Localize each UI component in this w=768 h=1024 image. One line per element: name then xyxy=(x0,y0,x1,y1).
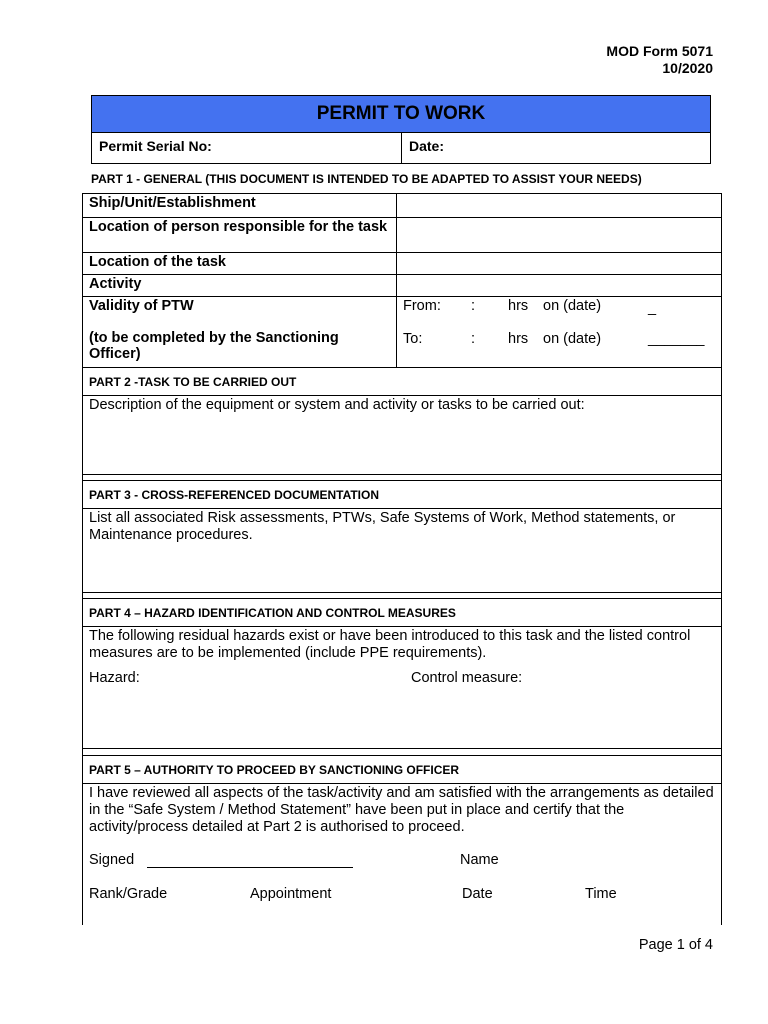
from-on-date: on (date) xyxy=(543,298,602,314)
appointment-label: Appointment xyxy=(250,886,332,902)
form-name: MOD Form 5071 xyxy=(606,43,713,59)
activity-field[interactable] xyxy=(397,275,721,296)
part3-section xyxy=(82,480,722,593)
from-label: From: xyxy=(403,298,441,314)
rank-grade-label: Rank/Grade xyxy=(89,886,168,902)
page-number: Page 1 of 4 xyxy=(638,937,713,953)
row-ship xyxy=(83,194,721,218)
part3-heading: PART 3 - CROSS-REFERENCED DOCUMENTATION xyxy=(83,481,721,509)
control-measure-field[interactable] xyxy=(411,691,711,741)
from-colon: : xyxy=(471,298,476,314)
row-activity xyxy=(83,275,721,297)
part4-section xyxy=(82,598,722,749)
serial-row xyxy=(92,132,710,163)
part5-body: I have reviewed all aspects of the task/activity and am satisfied with the arrangements as detailed in the “Safe System / Method Statement” have been put in place and certify that the activity/process detailed at Part 2 is authorised to proceed. xyxy=(89,785,714,835)
name-label: Name xyxy=(460,852,499,868)
page-title: PERMIT TO WORK xyxy=(92,96,710,133)
hazard-field[interactable] xyxy=(89,691,389,741)
location-person-label: Location of person responsible for the task xyxy=(83,218,397,252)
signed-label: Signed xyxy=(89,852,135,868)
validity-label: Validity of PTW xyxy=(89,298,194,314)
title-box xyxy=(91,95,711,164)
date-label: Date xyxy=(462,886,493,902)
to-date-blank[interactable]: _______ xyxy=(648,331,705,347)
to-label: To: xyxy=(403,331,423,347)
control-measure-label: Control measure: xyxy=(411,670,523,686)
sanction-note: (to be completed by the Sanctioning Officer) xyxy=(89,330,339,362)
location-person-field[interactable] xyxy=(397,218,721,252)
location-task-field[interactable] xyxy=(397,253,721,274)
part4-heading: PART 4 – HAZARD IDENTIFICATION AND CONTROL MEASURES xyxy=(83,599,721,627)
to-on-date: on (date) xyxy=(543,331,602,347)
from-date-blank[interactable]: _ xyxy=(648,300,657,316)
ship-label: Ship/Unit/Establishment xyxy=(83,194,397,217)
permit-date-field[interactable]: Date: xyxy=(409,138,445,154)
part2-body[interactable]: Description of the equipment or system and activity or tasks to be carried out: xyxy=(89,397,585,413)
part3-body[interactable]: List all associated Risk assessments, PTWs, Safe Systems of Work, Method statements, or Maintenance procedures. xyxy=(89,510,676,543)
location-task-label: Location of the task xyxy=(83,253,397,274)
signed-line[interactable] xyxy=(147,867,353,868)
part5-heading: PART 5 – AUTHORITY TO PROCEED BY SANCTIONING OFFICER xyxy=(83,756,721,784)
hazard-label: Hazard: xyxy=(89,670,140,686)
part1-heading: PART 1 - GENERAL (THIS DOCUMENT IS INTENDED TO BE ADAPTED TO ASSIST YOUR NEEDS) xyxy=(91,172,642,186)
form-reference xyxy=(606,43,713,77)
permit-serial-field[interactable]: Permit Serial No: xyxy=(92,132,402,163)
part5-section xyxy=(82,755,722,925)
row-location-task xyxy=(83,253,721,275)
to-colon: : xyxy=(471,331,476,347)
row-location-person xyxy=(83,218,721,253)
from-hrs: hrs xyxy=(508,298,529,314)
time-label: Time xyxy=(585,886,617,902)
part4-body: The following residual hazards exist or have been introduced to this task and the listed control measures are to be implemented (include PPE requirements). xyxy=(89,628,691,661)
row-validity xyxy=(83,297,721,367)
part2-heading: PART 2 -TASK TO BE CARRIED OUT xyxy=(83,368,721,396)
to-hrs: hrs xyxy=(508,331,529,347)
ship-field[interactable] xyxy=(397,194,721,217)
part2-section xyxy=(82,367,722,475)
gap-4 xyxy=(82,748,722,755)
form-date: 10/2020 xyxy=(662,60,713,76)
validity-field xyxy=(397,297,721,367)
part1-table xyxy=(82,193,722,368)
validity-label-cell xyxy=(83,297,397,367)
activity-label: Activity xyxy=(83,275,397,296)
